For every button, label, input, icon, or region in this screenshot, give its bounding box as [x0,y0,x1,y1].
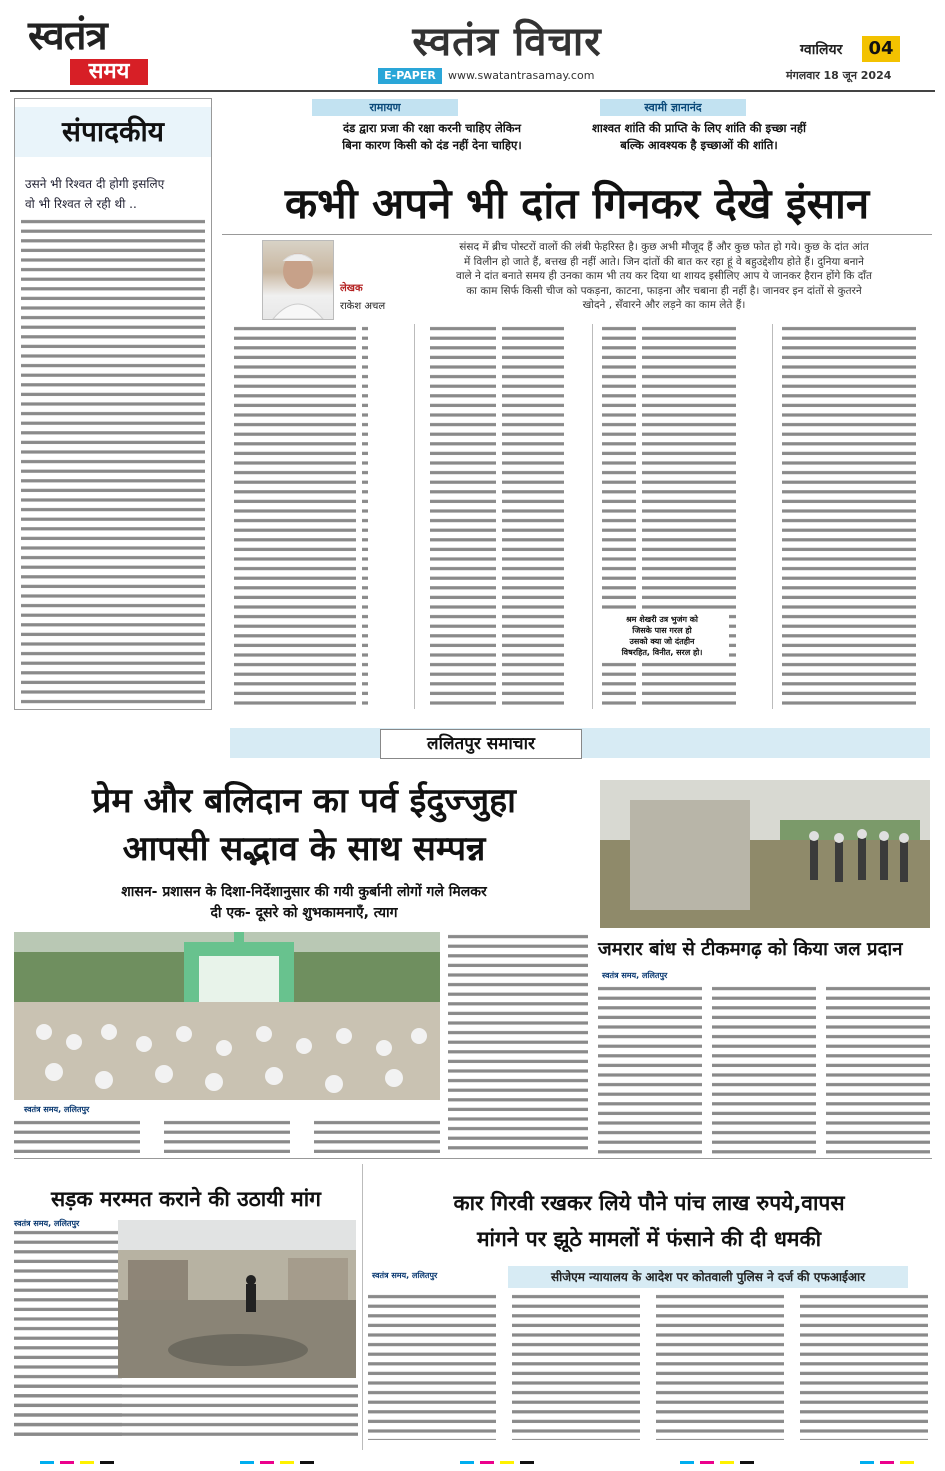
dam-body [598,984,932,1154]
dam-site-image [600,780,930,928]
car-headline-2: मांगने पर झूठे मामलों में फंसाने की दी धमकी [476,1227,822,1251]
logo-band-text: समय [70,59,148,85]
eid-body-right [448,932,592,1154]
col-sep [362,1164,363,1450]
editorial-label: संपादकीय [15,107,211,157]
col-sep [414,324,415,709]
eid-byline: स्वतंत्र समय, ललितपुर [24,1105,90,1114]
editorial-text-lines [21,217,205,705]
masthead-rule [10,90,935,92]
road-street-image [118,1220,356,1378]
author-portrait-icon [263,241,333,319]
lead-line-3: वाले ने दांत बनाते समय ही उनका काम भी तय कर दिया था शायद इसीलिए आप ये जानकर हैरान होंगे कि दाँत [456,270,872,282]
eid-subhead-1: शासन- प्रशासन के दिशा-निर्देशानुसार की गयी कुर्बानी लोगों गले मिलकर [121,884,487,900]
lead-line-5: खोदने , सँवारने और लड़ने का काम लेते हैं। [582,299,746,311]
eid-body-left [14,1118,440,1153]
registration-marks-icon [40,1459,920,1467]
date-label: मंगलवार 18 जून 2024 [786,69,892,82]
eid-photo [14,932,440,1100]
eid-text-lines [14,1118,440,1153]
eid-headline-1: प्रेम और बलिदान का पर्व ईदुज्जुहा [92,781,516,821]
poem-line-1: श्रम शेखरी उत्र भुजंग को [626,615,698,624]
dam-headline: जमरार बांध से टीकमगढ़ को किया जल प्रदान [598,939,903,960]
section-title: ललितपुर समाचार [380,729,582,759]
quote-tag-gyananand: स्वामी ज्ञानानंद [600,99,746,116]
poem-line-4: विषरहित, विनीत, सरल हो। [621,648,703,657]
dam-text-lines [598,984,932,1154]
logo-top-text: स्वतंत्र [28,12,107,59]
poem-line-3: उसको क्या जो दंतहीन [629,637,695,646]
lead-text [398,240,930,313]
car-text-lines [368,1292,932,1440]
author-photo [262,240,334,320]
author-name: राकेश अचल [340,301,386,312]
car-headline-1: कार गिरवी रखकर लिये पौने पांच लाख रुपये,वापस [453,1191,845,1215]
dam-byline: स्वतंत्र समय, ललितपुर [602,971,668,980]
quote-ramayan-line-1: दंड द्वारा प्रजा की रक्षा करनी चाहिए लेकिन [343,121,521,135]
quote-tag-ramayan: रामायण [312,99,458,116]
editorial-box [14,98,212,710]
lead-line-1: संसद में ब्रीच पोस्टरों वालों की लंबी फेहरिस्त है। कुछ अभी मौजूद हैं और कुछ फोत हो गये। कुछ के दांत आंत [459,241,869,253]
col-sep [592,324,593,709]
site-url[interactable]: www.swatantrasamay.com [448,69,595,82]
quote-gyananand-line-1: शाश्वत शांति की प्राप्ति के लिए शांति की इच्छा नहीं [592,121,806,135]
quote-gyananand-line-2: बल्कि आवश्यक है इच्छाओं की शांति। [620,138,778,152]
eid-subhead-2: दी एक- दूसरे को शुभकामनाएँ, त्याग [210,905,398,921]
dam-photo [600,780,930,928]
road-headline: सड़क मरम्मत कराने की उठायी मांग [50,1187,322,1211]
car-byline: स्वतंत्र समय, ललितपुर [372,1271,438,1280]
road-byline: स्वतंत्र समय, ललितपुर [14,1219,80,1228]
quote-ramayan-line-2: बिना कारण किसी को दंड नहीं देना चाहिए। [342,138,522,152]
print-registration-marks [40,1452,920,1460]
poem-quote [595,614,729,658]
author-label: लेखक [340,283,363,294]
editorial-body [21,217,205,705]
lead-line-4: का काम सिर्फ किसी चीज को पकड़ना, काटना, फाड़ना और चबाना ही नहीं है। जानवर इन दांतों से कुतरने [466,284,862,297]
article-columns [222,324,934,709]
road-photo [118,1220,356,1378]
eid-prayer-image [14,932,440,1100]
mid-rule [14,1158,932,1159]
page-number: 04 [862,36,900,62]
logo [28,14,158,84]
epaper-badge[interactable]: E-PAPER [378,68,442,84]
city-label: ग्वालियर [800,42,843,58]
eid-headline-2: आपसी सद्भाव के साथ सम्पन्न [122,829,486,869]
article-text-lines [222,324,934,709]
main-headline: कभी अपने भी दांत गिनकर देखे इंसान [284,179,870,228]
car-subhead: सीजेएम न्यायालय के आदेश पर कोतवाली पुलिस ने दर्ज की एफआईआर [550,1270,866,1284]
car-body [368,1292,932,1440]
eid-text-lines-2 [448,932,592,1154]
col-sep [772,324,773,709]
editorial-headline-2: वो भी रिश्वत ले रही थी .. [25,197,137,211]
masthead-title: स्वतंत्र विचार [412,18,602,65]
editorial-headline-1: उसने भी रिश्वत दी होगी इसलिए [25,177,165,191]
headline-rule [222,234,932,235]
lead-line-2: में विलीन हो जाते हैं, बत्तख ही नहीं आते। जिन दांतों की बात कर रहा हूं वे बहुउद्देशीय होते हैं। दुनिया बनाने [464,255,864,268]
poem-line-2: जिसके पास गरल हो [632,626,692,635]
